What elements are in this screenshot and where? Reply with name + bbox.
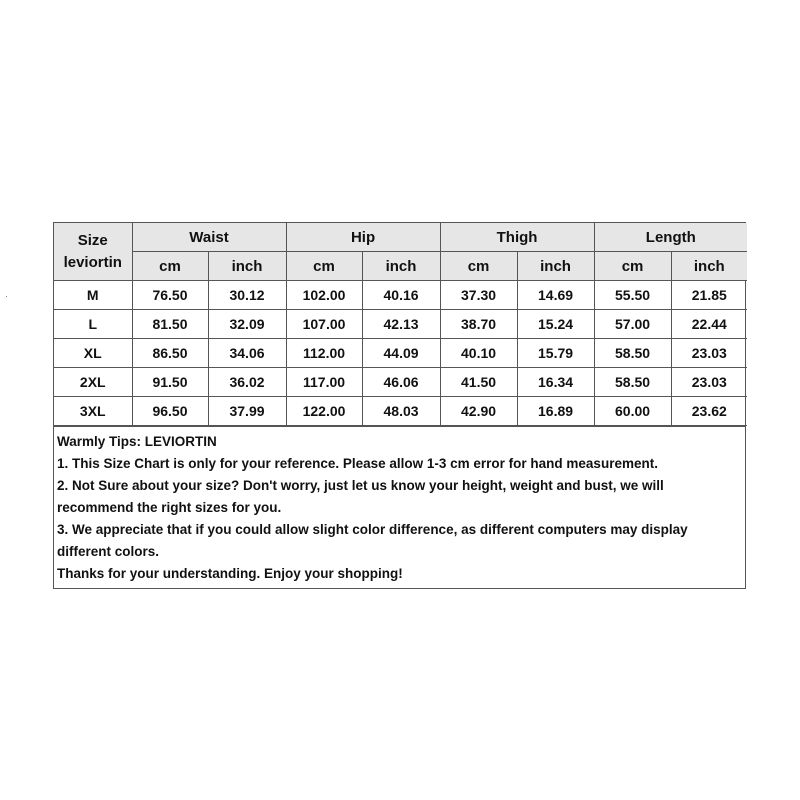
unit-header: inch [362,252,440,281]
unit-header: cm [132,252,208,281]
group-header-waist: Waist [132,223,286,252]
stray-dot [6,296,7,297]
tips-closing: Thanks for your understanding. Enjoy your shopping! [57,566,403,581]
size-table [54,223,747,426]
group-header-thigh: Thigh [440,223,594,252]
table-cell: 122.00 [286,397,362,426]
table-cell: 30.12 [208,281,286,310]
unit-header: inch [671,252,747,281]
table-cell: 91.50 [132,368,208,397]
table-row [54,339,747,368]
table-cell: 36.02 [208,368,286,397]
table-cell: 57.00 [594,310,671,339]
table-cell: 76.50 [132,281,208,310]
unit-header: cm [286,252,362,281]
size-cell: 2XL [54,368,132,397]
table-cell: 86.50 [132,339,208,368]
group-header-hip: Hip [286,223,440,252]
table-cell: 48.03 [362,397,440,426]
table-cell: 81.50 [132,310,208,339]
table-cell: 16.89 [517,397,594,426]
size-header-line2: leviortin [63,253,122,271]
table-cell: 44.09 [362,339,440,368]
header-row-groups [54,223,747,252]
table-cell: 32.09 [208,310,286,339]
table-cell: 58.50 [594,339,671,368]
table-row [54,281,747,310]
table-cell: 107.00 [286,310,362,339]
table-cell: 55.50 [594,281,671,310]
header-row-units [54,252,747,281]
size-header-line1: Size [77,231,108,249]
tips-line-3: 3. We appreciate that if you could allow slight color difference, as different computers may display different colors. [57,522,688,559]
table-cell: 23.03 [671,339,747,368]
table-cell: 58.50 [594,368,671,397]
tips-section [54,426,745,588]
size-cell: M [54,281,132,310]
table-cell: 22.44 [671,310,747,339]
table-cell: 46.06 [362,368,440,397]
table-cell: 23.62 [671,397,747,426]
table-cell: 40.16 [362,281,440,310]
size-chart [53,222,746,589]
table-cell: 40.10 [440,339,517,368]
table-cell: 34.06 [208,339,286,368]
table-cell: 60.00 [594,397,671,426]
table-cell: 37.99 [208,397,286,426]
unit-header: cm [594,252,671,281]
table-cell: 23.03 [671,368,747,397]
size-cell: XL [54,339,132,368]
tips-title: Warmly Tips: LEVIORTIN [57,434,217,449]
tips-line-1: 1. This Size Chart is only for your reference. Please allow 1-3 cm error for hand measurement. [57,456,658,471]
table-row [54,310,747,339]
table-cell: 112.00 [286,339,362,368]
size-header [54,223,132,281]
table-cell: 41.50 [440,368,517,397]
unit-header: inch [517,252,594,281]
table-row [54,397,747,426]
table-cell: 15.79 [517,339,594,368]
table-cell: 117.00 [286,368,362,397]
table-cell: 96.50 [132,397,208,426]
table-cell: 37.30 [440,281,517,310]
size-cell: 3XL [54,397,132,426]
group-header-length: Length [594,223,747,252]
table-row [54,368,747,397]
table-cell: 42.90 [440,397,517,426]
table-cell: 16.34 [517,368,594,397]
tips-line-2: 2. Not Sure about your size? Don't worry, just let us know your height, weight and bust, we will recommend the right sizes for you. [57,478,664,515]
table-cell: 15.24 [517,310,594,339]
unit-header: inch [208,252,286,281]
table-cell: 42.13 [362,310,440,339]
unit-header: cm [440,252,517,281]
table-cell: 102.00 [286,281,362,310]
size-cell: L [54,310,132,339]
table-cell: 14.69 [517,281,594,310]
table-cell: 38.70 [440,310,517,339]
table-cell: 21.85 [671,281,747,310]
